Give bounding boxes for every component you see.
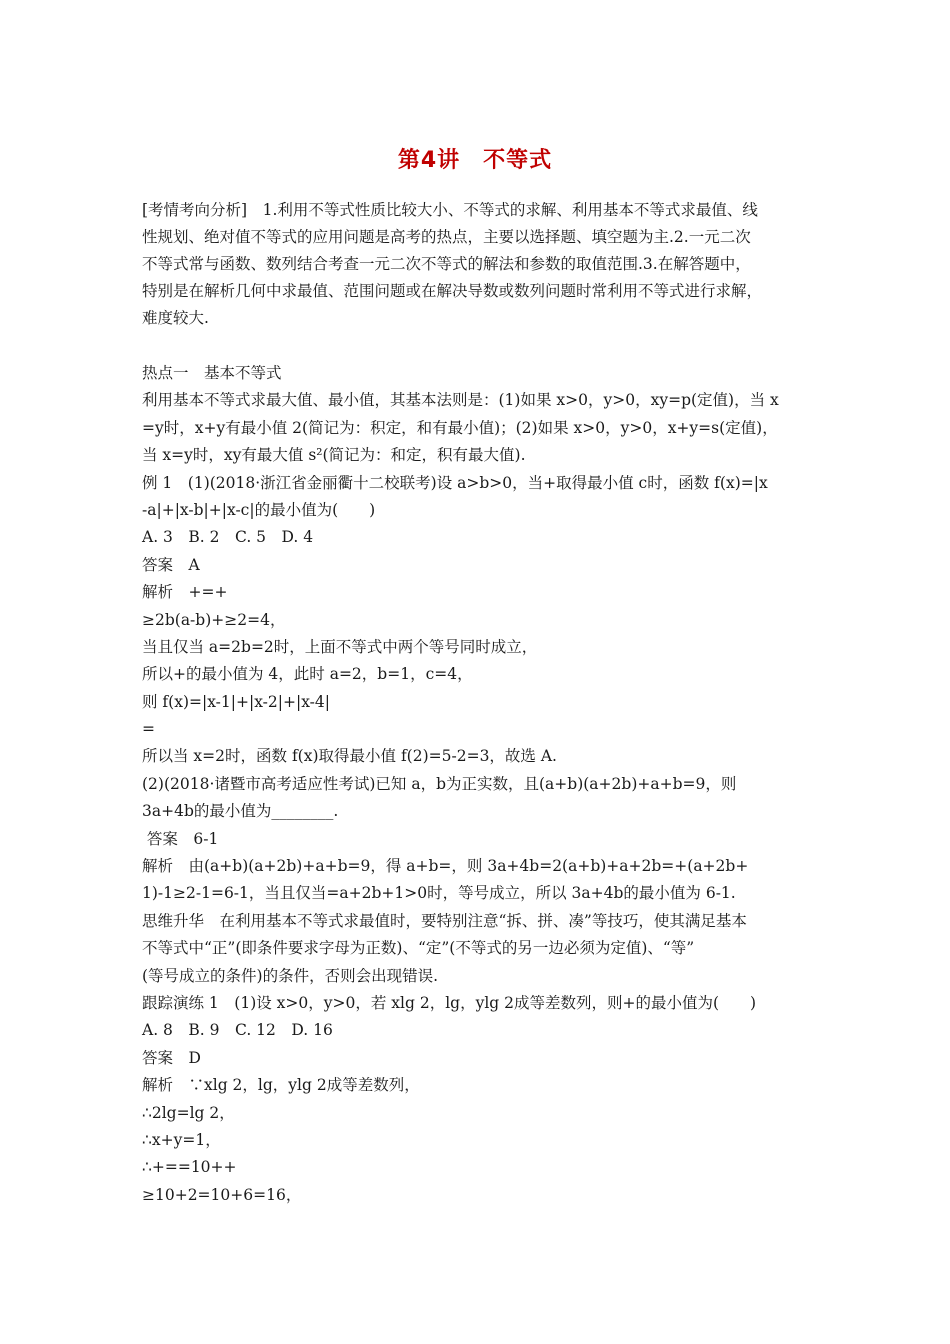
text-line: 利用基本不等式求最大值、最小值，其基本法则是：(1)如果 x>0，y>0，xy=p(定值)，当 x bbox=[142, 391, 779, 410]
choices-line: A. 8 B. 9 C. 12 D. 16 bbox=[142, 1021, 333, 1040]
text-line: ∴x+y=1， bbox=[142, 1130, 221, 1149]
text-line: 3a+4b的最小值为________. bbox=[142, 802, 339, 821]
solution-line: 解析 ∵xlg 2，lg，ylg 2成等差数列， bbox=[142, 1076, 420, 1095]
exercise-line: 跟踪演练 1 (1)设 x>0，y>0，若 xlg 2，lg，ylg 2成等差数列，则+的最小值为( ) bbox=[142, 993, 757, 1012]
solution-line: 解析 由(a+b)(a+2b)+a+b=9，得 a+b=，则 3a+4b=2(a+b)+a+2b=+(a+2b+ bbox=[142, 857, 749, 876]
text-line: 则 f(x)=|x-1|+|x-2|+|x-4| bbox=[142, 692, 330, 711]
text-line: = bbox=[142, 720, 155, 739]
text-line: 所以当 x=2时，函数 f(x)取得最小值 f(2)=5-2=3，故选 A. bbox=[142, 747, 557, 766]
text-line: ≥2b(a-b)+≥2=4， bbox=[142, 610, 286, 629]
choices-line: A. 3 B. 2 C. 5 D. 4 bbox=[142, 528, 314, 547]
page-title: 第4讲 不等式 bbox=[397, 148, 553, 173]
text-line: ≥10+2=10+6=16， bbox=[142, 1185, 302, 1204]
text-line: 1)-1≥2-1=6-1，当且仅当=a+2b+1>0时，等号成立，所以 3a+4b的最小值为 6-1. bbox=[142, 884, 736, 903]
answer-line: 答案 D bbox=[142, 1048, 201, 1067]
intro-line: 难度较大. bbox=[142, 309, 209, 327]
body-text bbox=[142, 360, 822, 1209]
answer-line: 答案 A bbox=[142, 555, 200, 574]
text-line: =y时，x+y有最小值 2(简记为：积定，和有最小值)；(2)如果 x>0，y>0，x+y=s(定值)， bbox=[142, 418, 778, 437]
text-line: 不等式中“正”(即条件要求字母为正数)、“定”(不等式的另一边必须为定值)、“等” bbox=[142, 939, 695, 958]
intro-line: 特别是在解析几何中求最值、范围问题或在解决导数或数列问题时常利用不等式进行求解， bbox=[142, 282, 763, 300]
text-line: 所以+的最小值为 4，此时 a=2，b=1，c=4， bbox=[142, 665, 473, 684]
text-line: ∴2lg=lg 2， bbox=[142, 1103, 235, 1122]
text-line: (等号成立的条件)的条件，否则会出现错误. bbox=[142, 966, 439, 985]
example-line: 例 1 (1)(2018·浙江省金丽衢十二校联考)设 a>b>0，当+取得最小值 c时，函数 f(x)=|x bbox=[142, 473, 768, 492]
text-line: -a|+|x-b|+|x-c|的最小值为( ) bbox=[142, 500, 376, 519]
text-line: 当 x=y时，xy有最大值 s²(简记为：和定，积有最大值). bbox=[142, 446, 526, 465]
intro-line: 不等式常与函数、数列结合考查一元二次不等式的解法和参数的取值范围.3.在解答题中， bbox=[142, 255, 751, 273]
intro-line: [考情考向分析] 1.利用不等式性质比较大小、不等式的求解、利用基本不等式求最值、线 bbox=[142, 201, 758, 219]
summary-line: 思维升华 在利用基本不等式求最值时，要特别注意“拆、拼、凑”等技巧，使其满足基本 bbox=[142, 911, 747, 930]
text-line: ∴+==10++ bbox=[142, 1158, 237, 1177]
text-line: 当且仅当 a=2b=2时，上面不等式中两个等号同时成立， bbox=[142, 637, 538, 656]
solution-line: 解析 +=+ bbox=[142, 583, 228, 602]
section-heading: 热点一 基本不等式 bbox=[142, 364, 282, 382]
intro-paragraph bbox=[142, 197, 818, 332]
answer-line: 答案 6-1 bbox=[142, 829, 219, 848]
example-line: (2)(2018·诸暨市高考适应性考试)已知 a，b为正实数，且(a+b)(a+2b)+a+b=9，则 bbox=[142, 774, 737, 793]
intro-line: 性规划、绝对值不等式的应用问题是高考的热点，主要以选择题、填空题为主.2.一元二次 bbox=[142, 228, 751, 246]
